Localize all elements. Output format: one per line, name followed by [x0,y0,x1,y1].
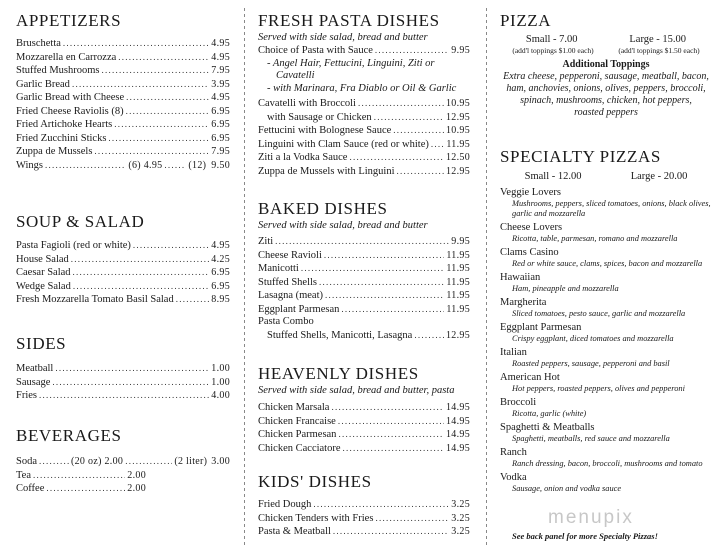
menu-item [16,91,230,105]
menu-item [258,498,470,512]
menu-item [16,37,230,51]
menu-item [258,124,470,138]
soup-salad-section [16,213,230,307]
section-title: SOUP & SALAD [16,212,145,231]
item-price: 11.95 [446,276,470,288]
item-price: 4.25 [211,253,230,265]
pizza-name: Clams Casino [500,247,559,258]
menu-item [16,132,230,146]
menu-item [258,111,470,125]
specialty-pizza [500,187,712,219]
specialty-pizza [500,297,712,319]
menu-item [258,235,470,249]
item-name: Ziti [258,236,274,247]
menu-item [16,469,146,483]
specialty-pizza [500,372,712,394]
item-price: 7.95 [211,65,230,76]
section-title: BEVERAGES [16,426,122,445]
section-subtitle: Served with side salad, bread and butter, pasta [258,385,455,396]
beverages-section [16,427,230,496]
item-size-large: (12) [188,159,207,171]
item-price: 12.95 [446,111,470,123]
menu-item [16,389,230,403]
item-name: Chicken Cacciatore [258,442,341,454]
specialty-pizza [500,272,712,294]
kids-list [258,498,470,539]
item-name: Stuffed Mushrooms [16,65,100,76]
item-name: Ziti a la Vodka Sauce [258,152,348,163]
item-name: Bruschetta [16,38,61,49]
pizza-name: Margherita [500,297,547,308]
pizza-name: Hawaiian [500,272,541,283]
pizza-section [500,12,712,119]
item-name: Meatball [16,363,54,374]
pizza-description: Hot peppers, roasted peppers, olives and pepperoni [512,384,685,393]
item-name: with Sausage or Chicken [267,111,372,123]
specialty-list [500,187,712,494]
menu-item [16,64,230,78]
pizza-description: Red or white sauce, clams, spices, bacon and mozzarella [512,259,703,268]
item-price: 3.95 [211,78,230,90]
baked-section [258,200,470,342]
topping-line: Extra cheese, pepperoni, sausage, meatball, bacon, [503,71,709,82]
menu-item [16,51,230,65]
pasta-option-line: - with Marinara, Fra Diablo or Oil & Garlic [267,82,457,94]
item-price: 4.95 [211,38,230,49]
item-price: 8.95 [211,294,230,305]
item-price: 4.95 [211,51,230,63]
item-name: Chicken Francaise [258,415,336,427]
pizza-description: Ricotta, garlic (white) [512,409,587,418]
beverages-list [16,469,146,496]
pizza-description: garlic and mozzarella [512,209,586,218]
item-name: Fried Zucchini Sticks [16,132,107,144]
pizza-description: Ricotta, table, parmesan, romano and mozzarella [512,234,678,243]
item-name: Chicken Parmesan [258,429,337,440]
appetizers-list [16,37,230,159]
item-price: 11.95 [446,249,470,261]
item-price: 1.00 [211,363,230,374]
menu-item [16,376,230,390]
menu-item [258,442,470,456]
menu-item [258,262,470,276]
section-title: SIDES [16,334,67,353]
pizza-description: Sliced tomatoes, pesto sauce, garlic and mozzarella [512,309,686,318]
item-name: Garlic Bread with Cheese [16,92,125,103]
item-name: Caesar Salad [16,267,71,278]
pizza-name: Veggie Lovers [500,187,561,198]
item-name: Eggplant Parmesan [258,303,340,315]
pizza-name: Cheese Lovers [500,222,563,233]
column-divider [486,8,487,548]
item-price: 12.95 [446,329,470,341]
item-name: Fresh Mozzarella Tomato Basil Salad [16,294,174,305]
menu-item [258,289,470,303]
sides-section [16,335,230,403]
menu-item [16,253,230,267]
menu-item [16,362,230,376]
specialty-pizza [500,447,712,469]
item-price-large: 9.50 [211,159,230,171]
item-price: 9.95 [451,236,470,247]
topping-line: ham, anchovies, onions, olives, peppers, broccoli, [506,83,706,94]
sides-list [16,362,230,403]
item-price: 12.50 [446,152,470,163]
pizza-name: Spaghetti & Meatballs [500,422,595,433]
menu-item [258,44,470,58]
toppings-list [500,71,712,119]
item-name: Pasta & Meatball [258,526,331,537]
item-price: 2.00 [127,469,146,481]
item-name: Stuffed Shells, Manicotti, Lasagna [267,329,413,341]
item-name: Cheese Ravioli [258,249,322,261]
item-price: 12.95 [446,165,470,177]
item-name: Fried Artichoke Hearts [16,119,113,130]
menu-item [258,138,470,152]
item-price: 3.25 [451,499,470,510]
item-price: 11.95 [446,138,470,150]
item-price: 1.00 [211,376,230,388]
menupix-watermark: menupix [548,507,634,528]
item-name: Zuppa de Mussels [16,146,93,157]
item-price: 3.25 [451,526,470,537]
menu-item [16,78,230,92]
specialty-section [500,148,712,497]
column-divider [244,8,245,548]
section-subtitle: Served with side salad, bread and butter [258,220,428,231]
item-price: 11.95 [446,263,470,274]
menu-item [16,118,230,132]
item-name: Cavatelli with Broccoli [258,98,356,109]
menu-item [258,151,470,165]
menu-item-wings [16,159,230,173]
pizza-name: Italian [500,347,527,358]
pasta-list [258,97,470,178]
item-name: Sausage [16,376,51,388]
pizza-description: Sausage, onion and vodka sauce [512,484,622,493]
item-name: Fried Dough [258,499,312,510]
item-size-2liter: (2 liter) [174,456,208,467]
specialty-small-price: Small - 12.00 [524,171,582,182]
pasta-section [258,12,470,178]
menu-item [258,276,470,290]
menu-item [16,482,146,496]
item-price: 10.95 [446,125,470,136]
menu-item [258,165,470,179]
topping-line: roasted peppers [574,107,638,118]
item-price: 4.00 [211,390,230,401]
item-price-2liter: 3.00 [211,456,230,467]
toppings-title: Additional Toppings [562,59,650,70]
specialty-pizza [500,222,712,244]
specialty-pizza [500,347,712,369]
item-name: Tea [16,469,32,481]
item-name: Wedge Salad [16,280,71,292]
specialty-pizza [500,322,712,344]
item-name: Fries [16,390,37,401]
item-price: 14.95 [446,415,470,427]
menu-item [258,97,470,111]
item-price: 14.95 [446,402,470,413]
item-price: 6.95 [211,119,230,130]
pizza-name: Eggplant Parmesan [500,322,582,333]
section-title: FRESH PASTA DISHES [258,11,440,30]
menu-item [16,266,230,280]
item-price: 4.95 [211,92,230,103]
pizza-name: American Hot [500,372,560,383]
specialty-pizza [500,247,712,269]
item-price: 14.95 [446,429,470,440]
menu-item [16,145,230,159]
item-price: 9.95 [451,45,470,56]
pizza-description: Spaghetti, meatballs, red sauce and mozzarella [512,434,670,443]
pasta-option-line: - Angel Hair, Fettucini, Linguini, Ziti or [267,57,435,69]
section-title: HEAVENLY DISHES [258,364,419,383]
item-name: Garlic Bread [16,78,70,90]
item-name: Stuffed Shells [258,276,318,288]
item-name: Wings [16,159,43,171]
item-price: 4.95 [211,240,230,251]
item-price: 11.95 [446,290,470,301]
item-price: 7.95 [211,146,230,157]
menu-item [258,428,470,442]
pizza-description: Mushrooms, peppers, sliced tomatoes, onions, black olives, [512,199,711,208]
pizza-large-topping-note: (add'l toppings $1.50 each) [618,46,700,55]
menu-item [258,525,470,539]
item-price: 14.95 [446,442,470,454]
item-name: Soda [16,456,37,467]
baked-list [258,235,470,316]
item-name: Lasagna (meat) [258,290,324,301]
item-name: Pasta Fagioli (red or white) [16,240,131,251]
item-price: 3.25 [451,512,470,524]
pizza-description: Crispy eggplant, diced tomatoes and mozzarella [512,334,674,343]
menu-item [16,105,230,119]
item-name: House Salad [16,253,69,265]
menu-item [16,280,230,294]
item-name: Manicotti [258,263,299,274]
pizza-name: Ranch [500,447,527,458]
menu-item [258,512,470,526]
kids-section [258,473,470,539]
menu-item-soda [16,455,230,469]
topping-line: spinach, mushrooms, chicken, hot peppers, [520,95,692,106]
pizza-name: Vodka [500,472,527,483]
pizza-small-topping-note: (add'l toppings $1.00 each) [512,46,594,55]
item-name: Mozzarella en Carrozza [16,51,117,63]
menu-item [258,249,470,263]
item-name: Fried Cheese Raviolis (8) [16,105,124,117]
section-title: BAKED DISHES [258,199,388,218]
combo-title: Pasta Combo [258,316,314,327]
item-name: Chicken Tenders with Fries [258,512,374,524]
item-price: 6.95 [211,105,230,117]
specialty-pizza [500,472,712,494]
specialty-pizza [500,422,712,444]
section-title: APPETIZERS [16,11,122,30]
specialty-pizza [500,397,712,419]
item-price: 2.00 [127,483,146,494]
section-title: SPECIALTY PIZZAS [500,147,661,166]
menu-item [258,303,470,317]
menu-item [258,401,470,415]
appetizers-section [16,12,230,172]
footnote: See back panel for more Specialty Pizzas! [512,531,658,541]
heavenly-section [258,365,470,455]
item-name: Choice of Pasta with Sauce [258,45,373,56]
pizza-name: Broccoli [500,397,537,408]
item-name: Coffee [16,483,45,494]
item-name: Chicken Marsala [258,402,330,413]
pizza-description: Ham, pineapple and mozzarella [512,284,619,293]
menu-item [16,239,230,253]
menu-item-combo [258,329,470,343]
item-price: 11.95 [446,303,470,315]
pizza-description: Roasted peppers, sausage, pepperoni and basil [512,359,670,368]
item-name: Fettucini with Bolognese Sauce [258,125,392,136]
item-price: 6.95 [211,267,230,278]
specialty-large-price: Large - 20.00 [630,171,688,182]
item-price: 10.95 [446,98,470,109]
pasta-option-line: Cavatelli [276,70,315,81]
soup-salad-list [16,239,230,307]
section-title: KIDS' DISHES [258,472,372,491]
item-price-small: (6) 4.95 [128,159,163,171]
heavenly-list [258,401,470,455]
item-name: Linguini with Clam Sauce (red or white) [258,138,429,150]
pizza-description: Ranch dressing, bacon, broccoli, mushrooms and tomato [512,459,703,468]
item-price: 6.95 [211,132,230,144]
menu-item [258,415,470,429]
item-name: Zuppa de Mussels with Linguini [258,165,395,177]
section-title: PIZZA [500,11,552,30]
pizza-large-price: Large - 15.00 [629,34,687,45]
section-subtitle: Served with side salad, bread and butter [258,32,428,43]
item-price-20oz: (20 oz) 2.00 [71,456,124,467]
pizza-small-price: Small - 7.00 [525,34,578,45]
menu-item [16,293,230,307]
item-price: 6.95 [211,280,230,292]
